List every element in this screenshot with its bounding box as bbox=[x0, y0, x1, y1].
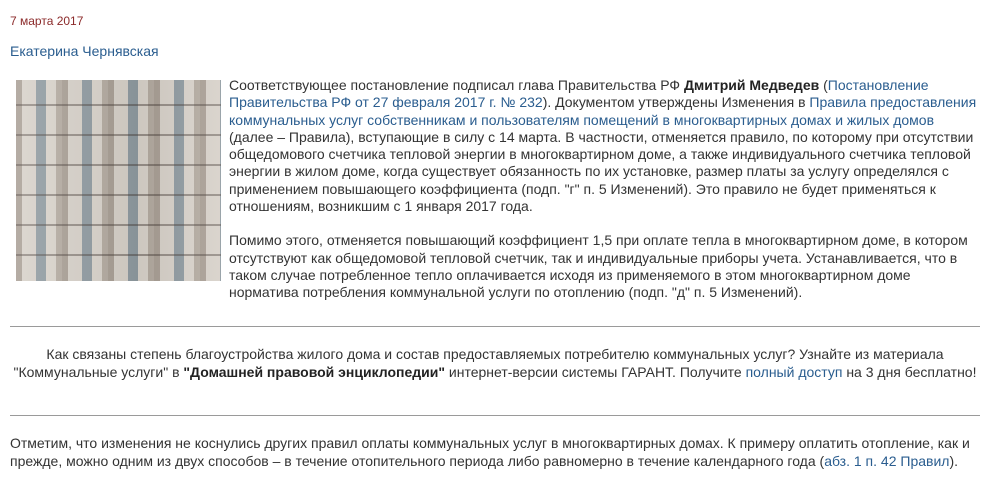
footer-text-2: ). bbox=[949, 452, 959, 469]
p1-text-1: Соответствующее постановление подписал глава Правительства РФ bbox=[229, 77, 684, 93]
author-link[interactable]: Екатерина Чернявская bbox=[10, 43, 159, 59]
promo-encyclopedia-title: "Домашней правовой энциклопедии" bbox=[183, 363, 445, 380]
rules-clause-link[interactable]: абз. 1 п. 42 Правил bbox=[824, 452, 950, 469]
p1-text-3: ). Документом утверждены Изменения в bbox=[542, 94, 810, 111]
divider-bottom bbox=[10, 415, 980, 416]
paragraph-2: Помимо этого, отменяется повышающий коэффициент 1,5 при оплате тепла в многоквартирном доме, в котором отсутствуют как общедомовой тепловой счетчик, так и индивидуальные приборы учета. Устанавливается, что в таком случае потребленное тепло оплачивается исходя из применяемого в этом многоквартирном доме норматива потребления коммунальной услуги по отоплению (подп. "д" п. 5 Изменений). bbox=[229, 232, 968, 301]
article-body bbox=[10, 77, 978, 302]
p1-text-2: ( bbox=[819, 77, 828, 93]
closing-paragraph bbox=[10, 435, 985, 470]
footer-text-1: Отметим, что изменения не коснулись других правил оплаты коммунальных услуг в многоквартирных домах. К примеру оплатить отопление, как и прежде, можно одним из двух способов – в течение отопительного периода либо равномерно в течение календарного года ( bbox=[10, 435, 970, 469]
p1-text-4: (далее – Правила), вступающие в силу с 14 марта. В частности, отменяется правило, по которому при отсутствии общедомового счетчика тепловой энергии в многоквартирном доме, а также индивидуального счетчика тепловой энергии в жилом доме, когда существует обязанность по их установке, размер платы за услугу определялся с применением повышающего коэффициента (подп. "г" п. 5 Изменений). Это правило не будет применяться к отношениям, возникшим с 1 января 2017 года. bbox=[229, 128, 974, 215]
divider-top bbox=[10, 326, 980, 327]
promo-text-1: Как связаны степень благоустройства жилого дома и состав предоставляемых потребителю коммунальных услуг? Узнайте из материала "Коммунальные услуги" в bbox=[13, 346, 944, 380]
full-access-link[interactable]: полный доступ bbox=[745, 363, 843, 380]
apartment-building-photo bbox=[16, 80, 221, 281]
promo-text-2: интернет-версии системы ГАРАНТ. Получите bbox=[445, 363, 746, 380]
publication-date: 7 марта 2017 bbox=[10, 14, 84, 28]
promo-text-3: на 3 дня бесплатно! bbox=[842, 363, 977, 380]
rules-link[interactable]: Правила предоставления коммунальных услуг собственникам и пользователям помещений в многоквартирных домах и жилых домов bbox=[229, 94, 977, 128]
person-name: Дмитрий Медведев bbox=[683, 77, 820, 93]
promo-block bbox=[10, 346, 980, 381]
resolution-link[interactable]: Постановление Правительства РФ от 27 февраля 2017 г. № 232 bbox=[229, 77, 929, 111]
